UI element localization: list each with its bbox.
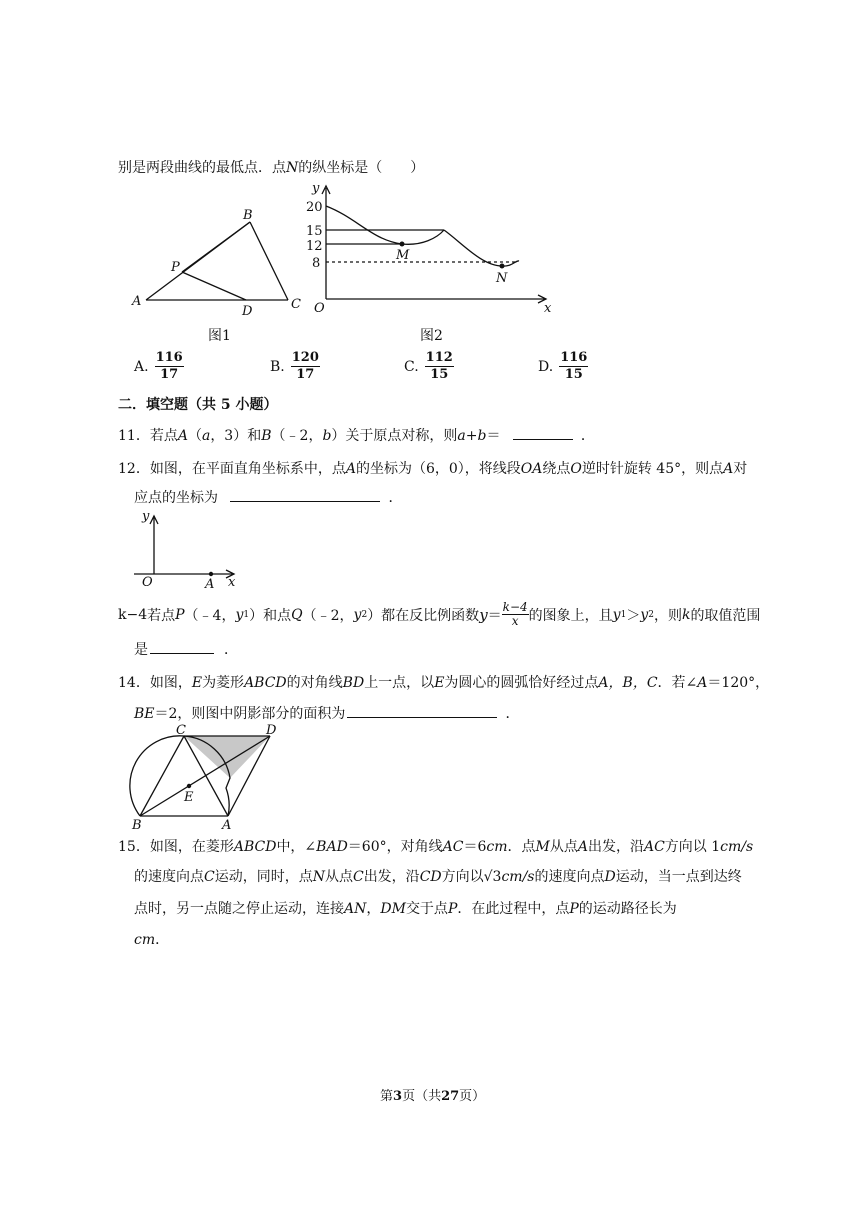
var: A bbox=[577, 839, 588, 855]
text: ．在此过程中，点 bbox=[457, 901, 570, 917]
label-d: D bbox=[242, 304, 253, 319]
segment-pb bbox=[182, 222, 250, 272]
var: Q bbox=[291, 606, 303, 623]
q11-line bbox=[118, 425, 595, 445]
q12-line-2 bbox=[134, 487, 402, 507]
text: 的图象上，且 bbox=[528, 607, 613, 624]
numerator: 116 bbox=[560, 350, 588, 365]
question-number: 15． bbox=[118, 839, 150, 855]
var: ABCD bbox=[244, 675, 287, 691]
text: 第 bbox=[380, 1089, 394, 1104]
answer-blank-14[interactable] bbox=[347, 703, 497, 718]
question-number: 12． bbox=[118, 461, 150, 477]
arc-left bbox=[130, 736, 184, 816]
q15-line-4 bbox=[134, 929, 169, 949]
text: ）和点 bbox=[249, 607, 292, 624]
var: AC bbox=[442, 839, 464, 855]
denominator: x bbox=[511, 614, 519, 628]
text: ，3）和 bbox=[210, 428, 262, 444]
text: 的取值范围 bbox=[690, 607, 761, 624]
var: A，B，C bbox=[598, 675, 658, 691]
page-number: 3 bbox=[393, 1089, 403, 1104]
q15-line-1 bbox=[118, 836, 753, 856]
choice-letter: B. bbox=[270, 358, 285, 375]
point-a bbox=[209, 572, 213, 576]
y-tick-8: 8 bbox=[312, 256, 321, 271]
var: A bbox=[177, 428, 188, 444]
fraction bbox=[291, 350, 320, 383]
text: 如图，在平面直角坐标系中，点 bbox=[149, 461, 346, 477]
q10-tail-line bbox=[118, 157, 424, 177]
label-n: N bbox=[496, 271, 508, 286]
text: ＝6 bbox=[463, 839, 487, 855]
var: y bbox=[479, 605, 488, 624]
var: k bbox=[681, 606, 691, 623]
text: 运动，同时，点 bbox=[214, 869, 313, 885]
var: CD bbox=[419, 869, 442, 885]
var: C bbox=[204, 869, 215, 885]
label-d: D bbox=[266, 723, 277, 738]
text: ＝60°，对角线 bbox=[347, 839, 443, 855]
var: B bbox=[261, 428, 272, 444]
var: cm/s bbox=[720, 839, 754, 855]
question-number: k−4 bbox=[118, 606, 148, 623]
text: ）关于原点对称，则 bbox=[331, 428, 458, 444]
var: cm/s bbox=[501, 869, 535, 885]
choice-c[interactable] bbox=[404, 350, 454, 383]
text: 从点 bbox=[549, 839, 578, 855]
edge-bc bbox=[250, 222, 288, 300]
q14-line-2 bbox=[134, 703, 519, 723]
subscript: 1 bbox=[620, 609, 627, 620]
text: 如图， bbox=[149, 675, 192, 691]
text: 应点的坐标为 bbox=[134, 490, 218, 506]
text: ． bbox=[155, 932, 170, 948]
text: 为菱形 bbox=[202, 675, 245, 691]
text: ， bbox=[366, 901, 381, 917]
var: cm bbox=[486, 839, 508, 855]
denominator: 17 bbox=[160, 367, 179, 382]
q14-line-1 bbox=[118, 672, 769, 692]
section-2-title: 二．填空题（共 5 小题） bbox=[118, 397, 278, 413]
text: 方向以 bbox=[441, 869, 484, 885]
label-o: O bbox=[142, 575, 153, 590]
var: O bbox=[570, 461, 582, 477]
choice-b[interactable] bbox=[270, 350, 320, 383]
var: y bbox=[612, 606, 621, 623]
text: （ bbox=[187, 428, 202, 444]
var: y bbox=[235, 606, 244, 623]
q10-text: 别是两段曲线的最低点．点 bbox=[118, 160, 286, 176]
var: E bbox=[191, 675, 203, 691]
answer-blank-13[interactable] bbox=[150, 639, 214, 654]
text: 页） bbox=[459, 1089, 486, 1104]
var: E bbox=[434, 675, 445, 691]
segment-pd bbox=[182, 272, 246, 300]
text: ＝2，则图中阴影部分的面积为 bbox=[154, 706, 346, 722]
text: 点时，另一点随之停止运动，连接 bbox=[134, 901, 344, 917]
curve-2 bbox=[444, 230, 519, 266]
label-y: y bbox=[142, 509, 150, 524]
figure-1-caption: 图1 bbox=[208, 328, 231, 344]
var: C bbox=[352, 869, 364, 885]
label-y: y bbox=[312, 181, 320, 196]
var: AN bbox=[344, 901, 367, 917]
q13-line-2 bbox=[134, 639, 238, 659]
choice-letter: D. bbox=[538, 358, 554, 375]
label-c: C bbox=[176, 723, 186, 738]
label-x: x bbox=[544, 301, 552, 316]
page-total: 27 bbox=[441, 1089, 460, 1104]
numerator: 112 bbox=[425, 350, 453, 365]
point-e bbox=[187, 784, 191, 788]
choice-letter: A. bbox=[134, 358, 149, 375]
var: cm bbox=[134, 932, 156, 948]
label-m: M bbox=[396, 248, 410, 263]
figure-2-caption: 图2 bbox=[420, 328, 443, 344]
text: 若点 bbox=[147, 607, 176, 624]
text: 上一点，以 bbox=[364, 675, 435, 691]
label-x: x bbox=[228, 575, 236, 590]
sqrt-3: √3 bbox=[483, 869, 502, 885]
text: 出发，沿 bbox=[587, 839, 644, 855]
text: ． bbox=[388, 490, 403, 506]
text: （﹣2， bbox=[302, 607, 354, 624]
answer-blank-11[interactable] bbox=[513, 425, 573, 440]
text: （﹣2， bbox=[271, 428, 323, 444]
label-o: O bbox=[314, 301, 325, 316]
label-b: B bbox=[243, 208, 253, 223]
var: N bbox=[312, 869, 325, 885]
text: 逆时针旋转 45°，则点 bbox=[581, 461, 724, 477]
var: A bbox=[345, 461, 356, 477]
text: 的速度向点 bbox=[134, 869, 204, 885]
var: P bbox=[569, 901, 579, 917]
text: ＝ bbox=[486, 428, 501, 444]
text: ． bbox=[580, 428, 595, 444]
text: 若点 bbox=[149, 428, 178, 444]
text: 方向以 1 bbox=[664, 839, 721, 855]
q13-line-1 bbox=[118, 601, 760, 628]
denominator: 15 bbox=[430, 367, 449, 382]
text: ＞ bbox=[626, 607, 641, 624]
label-b: B bbox=[132, 818, 142, 832]
y-tick-12: 12 bbox=[306, 239, 323, 254]
text: 的对角线 bbox=[286, 675, 343, 691]
var: AC bbox=[643, 839, 665, 855]
fraction-k bbox=[502, 601, 529, 628]
point-m bbox=[400, 242, 405, 247]
q15-line-2 bbox=[134, 866, 742, 886]
page-footer bbox=[380, 1085, 485, 1104]
point-n bbox=[500, 264, 505, 269]
subscript: 1 bbox=[243, 609, 250, 620]
label-a: A bbox=[222, 818, 232, 832]
var: a bbox=[201, 428, 211, 444]
var: BD bbox=[342, 675, 365, 691]
text: ，则 bbox=[653, 607, 682, 624]
y-tick-20: 20 bbox=[306, 200, 323, 215]
label-e: E bbox=[184, 790, 194, 805]
answer-blank-12[interactable] bbox=[230, 487, 380, 502]
text: 对 bbox=[733, 461, 748, 477]
q15-line-3 bbox=[134, 898, 677, 918]
fraction bbox=[425, 350, 454, 383]
text: 的坐标为（6，0），将线段 bbox=[355, 461, 521, 477]
var: A bbox=[697, 675, 708, 691]
text: ．若∠ bbox=[657, 675, 698, 691]
text: 从点 bbox=[324, 869, 353, 885]
y-tick-15: 15 bbox=[306, 224, 323, 239]
text: ＝ bbox=[487, 607, 502, 624]
text: 交于点 bbox=[405, 901, 448, 917]
text: ．点 bbox=[507, 839, 536, 855]
var: A bbox=[723, 461, 734, 477]
text: 绕点 bbox=[542, 461, 571, 477]
text: 的速度向点 bbox=[534, 869, 605, 885]
var: ABCD bbox=[233, 839, 277, 855]
text: 中，∠ bbox=[276, 839, 317, 855]
label-a: A bbox=[132, 294, 142, 309]
text: ． bbox=[224, 642, 238, 658]
var: BE bbox=[134, 706, 155, 722]
choice-letter: C. bbox=[404, 358, 419, 375]
denominator: 15 bbox=[564, 367, 583, 382]
choice-a[interactable] bbox=[134, 350, 184, 383]
figure-1-triangle bbox=[128, 200, 308, 322]
var: a+b bbox=[457, 428, 487, 444]
text: 页（共 bbox=[402, 1089, 442, 1104]
numerator: 120 bbox=[291, 350, 319, 365]
var: M bbox=[535, 839, 550, 855]
q10-text-b: 的纵坐标是（ ） bbox=[298, 160, 425, 176]
subscript: 2 bbox=[648, 609, 654, 620]
figure-2-graph bbox=[302, 178, 562, 318]
text: 如图，在菱形 bbox=[149, 839, 234, 855]
var: BAD bbox=[316, 839, 348, 855]
var-n: N bbox=[286, 160, 299, 176]
text: 出发，沿 bbox=[363, 869, 420, 885]
figure-q12-axes bbox=[130, 508, 250, 592]
text: 为圆心的圆弧恰好经过点 bbox=[444, 675, 599, 691]
fraction bbox=[155, 350, 184, 383]
var: OA bbox=[520, 461, 543, 477]
var: DM bbox=[380, 901, 406, 917]
var: b bbox=[322, 428, 332, 444]
label-c: C bbox=[291, 297, 301, 312]
choice-d[interactable] bbox=[538, 350, 588, 383]
text: 是 bbox=[134, 642, 148, 658]
var: P bbox=[175, 606, 185, 623]
question-number: 11． bbox=[118, 428, 150, 444]
text: （﹣4， bbox=[184, 607, 236, 624]
label-a: A bbox=[205, 577, 215, 592]
figure-q14-rhombus bbox=[128, 722, 288, 832]
numerator: 116 bbox=[155, 350, 183, 365]
subscript: 2 bbox=[361, 609, 368, 620]
var: P bbox=[447, 901, 458, 917]
text: 运动，当一点到达终 bbox=[615, 869, 742, 885]
text: ）都在反比例函数 bbox=[367, 607, 480, 624]
question-number: 14． bbox=[118, 675, 150, 691]
denominator: 17 bbox=[296, 367, 315, 382]
text: ． bbox=[505, 706, 520, 722]
var: D bbox=[604, 869, 616, 885]
shaded-region bbox=[184, 736, 270, 778]
q12-line-1 bbox=[118, 458, 747, 478]
label-p: P bbox=[171, 260, 180, 275]
var: y bbox=[353, 606, 362, 623]
var: y bbox=[640, 606, 649, 623]
curve-1 bbox=[326, 206, 444, 244]
numerator: k−4 bbox=[502, 600, 528, 614]
fraction bbox=[559, 350, 588, 383]
text: ＝120°， bbox=[707, 675, 770, 691]
text: 的运动路径长为 bbox=[578, 901, 677, 917]
